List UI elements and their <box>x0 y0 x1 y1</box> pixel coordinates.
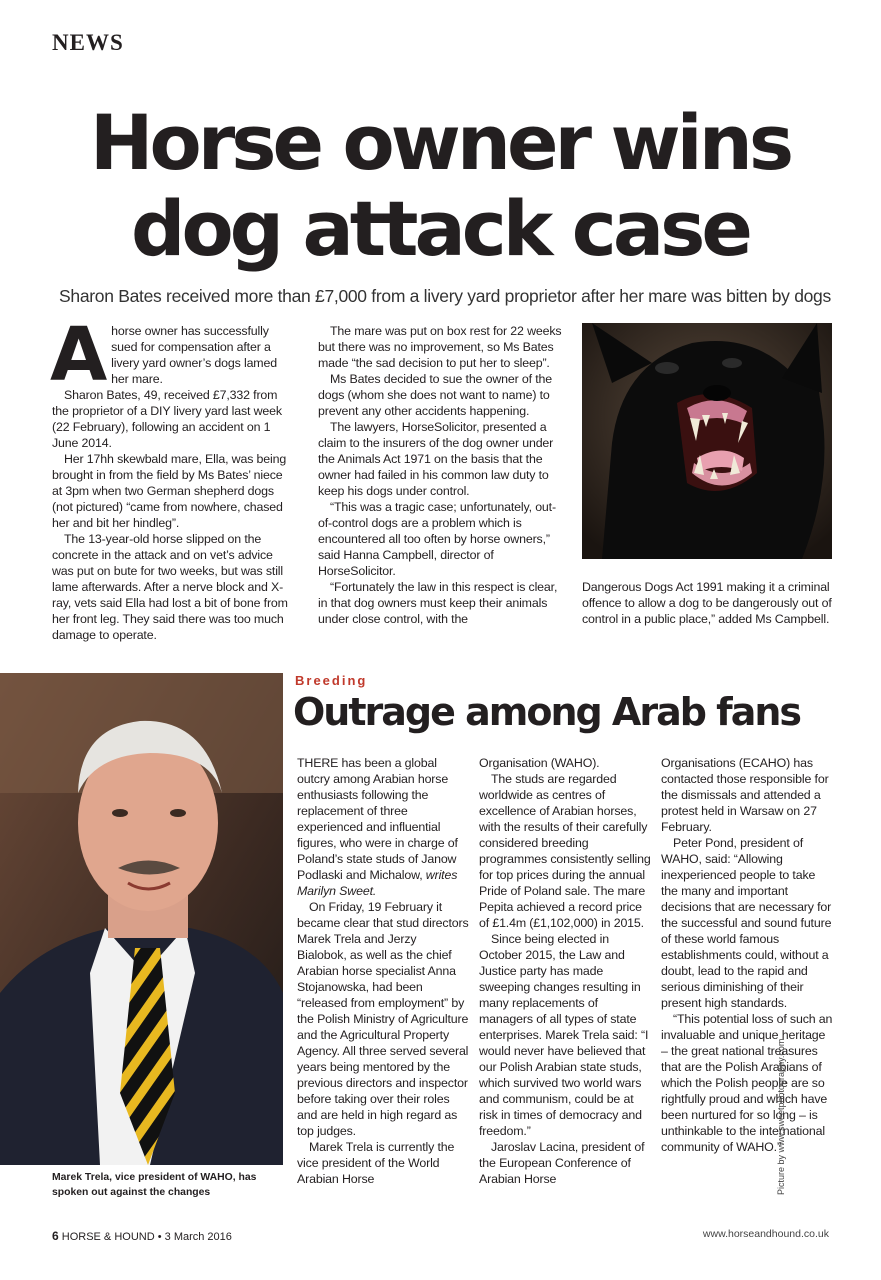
article2-headline: Outrage among Arab fans <box>293 690 801 734</box>
snarling-dog-image <box>582 323 832 559</box>
article1-column-3 <box>582 579 832 627</box>
article2-col1-para-3: Marek Trela is currently the vice president of the World Arabian Horse <box>297 1140 455 1186</box>
article2-col3-para-2: Peter Pond, president of WAHO, said: “Allowing inexperienced people to take the many and important decisions that are necessary for the successful and sound future of these world famous establishments could, without a doubt, lead to the rapid and serious diminishing of their present high standards. <box>661 836 832 1010</box>
headline-line-2: dog attack case <box>131 184 749 273</box>
article2-col1-para-2: On Friday, 19 February it became clear that stud directors Marek Trela and Jerzy Bialobok, as well as the chief Arabian horse specialist Anna Stojanowska, had been “released from employment” by the Polish Ministry of Agriculture and the Agricultural Property Agency. All three served several years being mentored by the previous directors and inspector before taking over their roles and are held in high regard as top judges. <box>297 900 469 1138</box>
article1-col1-para-3: Her 17hh skewbald mare, Ella, was being brought in from the field by Ms Bates’ niece at 3pm when two German shepherd dogs (not pictured) “came from nowhere, chased her and bit her hindleg”. <box>52 452 287 530</box>
marek-trela-photo <box>0 673 283 1165</box>
article1-col2-para-4: “This was a tragic case; unfortunately, out-of-control dogs are a problem which is encountered all too often by horse owners,” said Hanna Campbell, director of HorseSolicitor. <box>318 500 556 578</box>
article1-col2-para-1: The mare was put on box rest for 22 weeks but there was no improvement, so Ms Bates made “the sad decision to put her to sleep”. <box>318 324 562 370</box>
portrait-image <box>0 673 283 1165</box>
article1-col2-para-5: “Fortunately the law in this respect is clear, in that dog owners must keep their animals under close control, with the <box>318 580 558 626</box>
article2-col2-para-2: The studs are regarded worldwide as centres of excellence of Arabian horses, with the results of their carefully considered breeding programmes consistently selling for top prices during the annual Pride of Poland sale. The mare Pepita achieved a record price of £1.4m (£1,102,000) in 2015. <box>479 772 651 930</box>
drop-cap: A <box>50 312 108 398</box>
article2-col3-para-3: “This potential loss of such an invaluable and unique heritage – the great national treasures that are the Polish Arabians of which the Polish people are so rightfully proud and which have been nurtured for so long – is unthinkable to the international community of WAHO.” <box>661 1012 833 1154</box>
issue-date: 3 March 2016 <box>164 1231 232 1243</box>
article2-column-3 <box>661 755 833 1155</box>
article1-col1-para-4: The 13-year-old horse slipped on the concrete in the attack and on vet’s advice was put on bute for two weeks, but was still lame afterwards. After a nerve block and X-ray, vets said Ella had lost a bit of bone from her front leg. They said there was too much damage to operate. <box>52 532 288 642</box>
article1-column-2 <box>318 323 566 627</box>
article2-kicker: Breeding <box>295 673 368 688</box>
article2-col2-para-1: Organisation (WAHO). <box>479 756 600 770</box>
article2-col3-para-1: Organisations (ECAHO) has contacted those responsible for the dismissals and attended a protest held in Warsaw on 27 February. <box>661 756 829 834</box>
dog-photo <box>582 323 832 559</box>
article2-column-2 <box>479 755 651 1187</box>
main-headline <box>40 100 840 272</box>
article2-col1-para-1: THERE has been a global outcry among Arabian horse enthusiasts following the replacement of three experienced and influential figures, who were in charge of Poland’s state studs of Janow Podlaski and Michalow, writes Marilyn Sweet. <box>297 756 458 898</box>
article1-column-1 <box>50 312 294 643</box>
photo-credit: Picture by www.sweetphotography.com <box>776 1038 786 1195</box>
photo-caption: Marek Trela, vice president of WAHO, has spoken out against the changes <box>52 1172 257 1198</box>
footer-folio <box>52 1229 232 1243</box>
article1-col2-para-3: The lawyers, HorseSolicitor, presented a claim to the insurers of the dog owner under the Animals Act 1971 on the basis that the owner had failed in his common law duty to keep his dogs under control. <box>318 420 554 498</box>
article1-col1-para-2: Sharon Bates, 49, received £7,332 from the proprietor of a DIY livery yard last week (22 February), following an accident on 1 June 2014. <box>52 388 282 450</box>
article1-col1-para-1: Ahorse owner has successfully sued for compensation after a livery yard owner’s dogs lamed her mare. <box>50 312 277 398</box>
article1-col3-para-1: Dangerous Dogs Act 1991 making it a criminal offence to allow a dog to be dangerously out of control in a public place,” added Ms Campbell. <box>582 580 832 626</box>
website-link[interactable]: www.horseandhound.co.uk <box>702 1228 829 1240</box>
headline-line-1: Horse owner wins <box>89 98 791 187</box>
article2-col2-para-4: Jaroslav Lacina, president of the European Conference of Arabian Horse <box>479 1140 645 1186</box>
standfirst: Sharon Bates received more than £7,000 from a livery yard proprietor after her mare was bitten by dogs <box>59 286 831 306</box>
footer-separator: • <box>157 1231 162 1243</box>
article2-col2-para-3: Since being elected in October 2015, the Law and Justice party has made sweeping changes resulting in many replacements of managers of all types of state enterprises. Marek Trela said: “I would never have believed that our Polish Arabian state studs, which survived two world wars and communism, could be at risk in times of democracy and freedom.” <box>479 932 649 1138</box>
article2-column-1 <box>297 755 469 1187</box>
article1-col2-para-2: Ms Bates decided to sue the owner of the dogs (whom she does not want to name) to prevent any other accidents happening. <box>318 372 552 418</box>
section-label: NEWS <box>52 30 124 55</box>
publication-name: HORSE & HOUND <box>61 1231 155 1243</box>
byline: writes Marilyn Sweet. <box>297 868 458 898</box>
page-number: 6 <box>52 1229 59 1243</box>
